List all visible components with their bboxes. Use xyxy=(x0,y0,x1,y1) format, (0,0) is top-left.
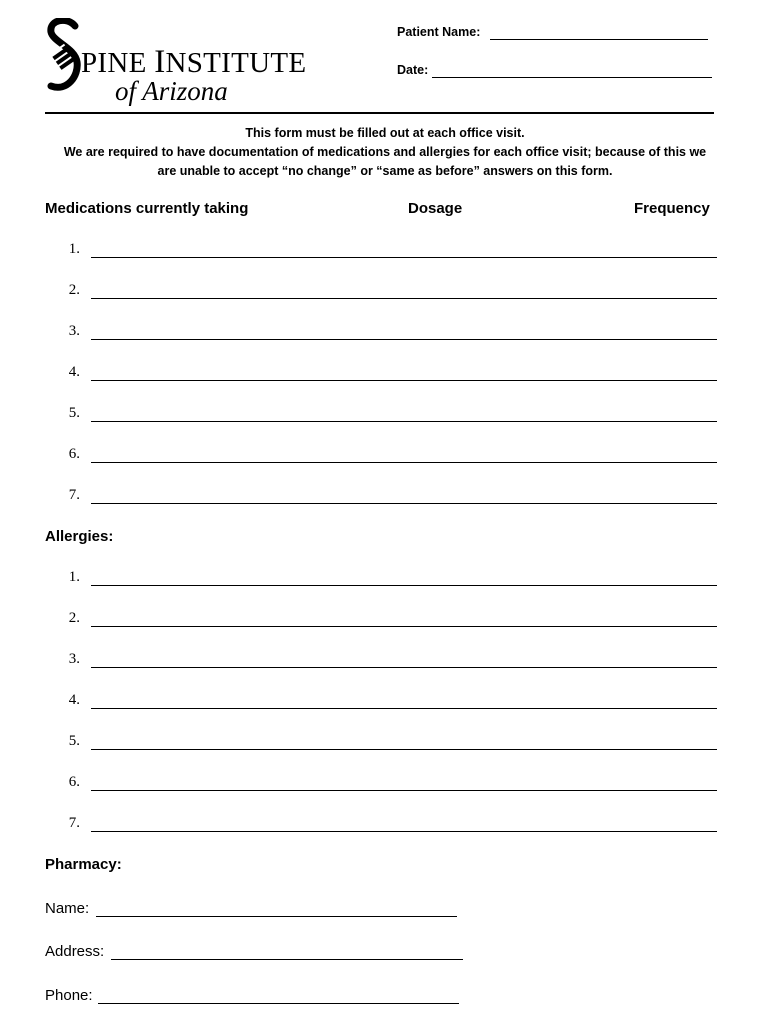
medication-line[interactable] xyxy=(91,257,717,258)
pharmacy-heading: Pharmacy: xyxy=(45,856,122,873)
pharmacy-name-label: Name: xyxy=(45,900,90,917)
notice-text xyxy=(40,124,730,181)
medication-line[interactable] xyxy=(91,421,717,422)
allergy-line[interactable] xyxy=(91,831,717,832)
pharmacy-address-label: Address: xyxy=(45,943,105,960)
date-label: Date: xyxy=(397,63,429,77)
logo-line1: PINE INSTITUTE xyxy=(81,44,307,80)
allergy-line[interactable] xyxy=(91,667,717,668)
medication-number: 2. xyxy=(68,282,80,298)
spine-s-logo-icon xyxy=(45,18,83,94)
medication-line[interactable] xyxy=(91,380,717,381)
medications-heading: Medications currently taking xyxy=(45,200,249,217)
allergy-number: 6. xyxy=(68,774,80,790)
dosage-heading: Dosage xyxy=(408,200,463,217)
allergy-line[interactable] xyxy=(91,585,717,586)
date-field[interactable] xyxy=(432,77,712,78)
pharmacy-address-field[interactable] xyxy=(111,959,463,960)
header-divider xyxy=(45,112,714,114)
medication-number: 7. xyxy=(68,487,80,503)
allergy-number: 2. xyxy=(68,610,80,626)
allergy-number: 4. xyxy=(68,692,80,708)
allergy-line[interactable] xyxy=(91,749,717,750)
medication-line[interactable] xyxy=(91,298,717,299)
medication-number: 5. xyxy=(68,405,80,421)
allergies-heading: Allergies: xyxy=(45,528,114,545)
allergy-number: 3. xyxy=(68,651,80,667)
medication-line[interactable] xyxy=(91,462,717,463)
medication-number: 1. xyxy=(68,241,80,257)
allergy-number: 1. xyxy=(68,569,80,585)
frequency-heading: Frequency xyxy=(634,200,710,217)
medication-line[interactable] xyxy=(91,503,717,504)
notice-line-2: We are required to have documentation of medications and allergies for each office visit; because of this we xyxy=(63,145,707,159)
notice-line-3: are unable to accept “no change” or “same as before” answers on this form. xyxy=(157,164,613,178)
pharmacy-name-field[interactable] xyxy=(96,916,457,917)
allergy-line[interactable] xyxy=(91,708,717,709)
medication-number: 3. xyxy=(68,323,80,339)
medication-line[interactable] xyxy=(91,339,717,340)
institute-logo xyxy=(45,18,320,108)
logo-line2: of Arizona xyxy=(115,76,228,106)
allergy-number: 7. xyxy=(68,815,80,831)
allergy-number: 5. xyxy=(68,733,80,749)
medication-number: 6. xyxy=(68,446,80,462)
pharmacy-phone-field[interactable] xyxy=(98,1003,459,1004)
pharmacy-phone-label: Phone: xyxy=(45,987,93,1004)
allergy-line[interactable] xyxy=(91,626,717,627)
patient-name-label: Patient Name: xyxy=(397,25,481,39)
allergy-line[interactable] xyxy=(91,790,717,791)
patient-name-field[interactable] xyxy=(490,39,708,40)
medication-number: 4. xyxy=(68,364,80,380)
notice-line-1: This form must be filled out at each office visit. xyxy=(245,126,525,140)
